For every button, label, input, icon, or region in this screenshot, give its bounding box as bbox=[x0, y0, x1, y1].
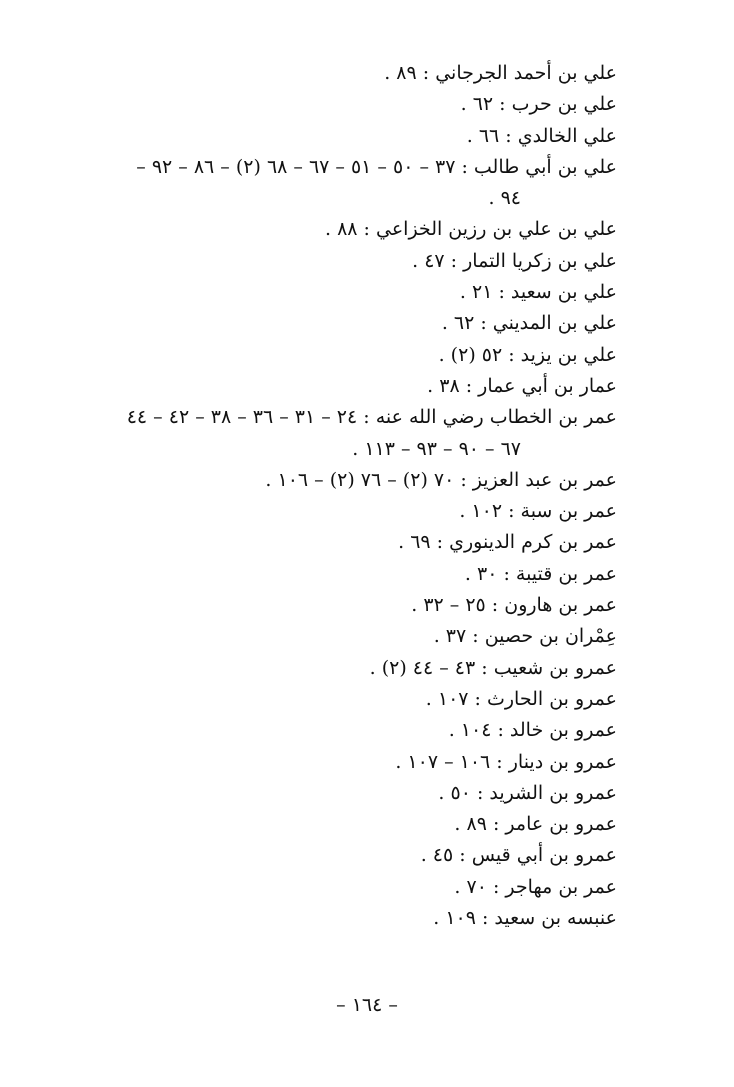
index-entry: عمرو بن الحارث : ١٠٧ . bbox=[425, 687, 617, 710]
page-number: – ١٦٤ – bbox=[336, 994, 398, 1016]
index-entry: عمرو بن دينار : ١٠٦ – ١٠٧ . bbox=[395, 750, 617, 773]
index-entry: عمر بن مهاجر : ٧٠ . bbox=[454, 875, 617, 898]
index-entry: علي بن أحمد الجرجاني : ٨٩ . bbox=[384, 62, 617, 84]
index-entry: عمر بن سبة : ١٠٢ . bbox=[459, 500, 617, 523]
index-entry: علي الخالدي : ٦٦ . bbox=[466, 124, 617, 147]
index-entry: علي بن سعيد : ٢١ . bbox=[459, 281, 617, 304]
index-entry: عمرو بن عامر : ٨٩ . bbox=[454, 813, 617, 836]
index-entry: عمرو بن شعيب : ٤٣ – ٤٤ (٢) . bbox=[369, 656, 617, 679]
index-entry bbox=[97, 402, 617, 465]
index-entry-continuation: ٦٧ – ٩٠ – ٩٣ – ١١٣ . bbox=[352, 437, 521, 460]
index-entry: عمرو بن خالد : ١٠٤ . bbox=[448, 719, 617, 742]
index-entry: علي بن علي بن رزين الخزاعي : ٨٨ . bbox=[325, 218, 617, 241]
index-entry-line: علي بن أبي طالب : ٣٧ – ٥٠ – ٥١ – ٦٧ – ٦٨ (٢) – ٨٦ – ٩٢ – bbox=[136, 155, 617, 178]
index-entry: علي بن زكريا التمار : ٤٧ . bbox=[412, 249, 617, 272]
index-entry: عِمْران بن حصين : ٣٧ . bbox=[433, 625, 617, 648]
index-entry bbox=[97, 152, 617, 215]
index-entry: عمر بن قتيبة : ٣٠ . bbox=[464, 562, 617, 585]
index-entry: عمر بن كرم الدينوري : ٦٩ . bbox=[398, 531, 617, 554]
index-entries bbox=[97, 58, 617, 934]
index-entry: عمر بن هارون : ٢٥ – ٣٢ . bbox=[411, 594, 617, 617]
index-entry: علي بن يزيد : ٥٢ (٢) . bbox=[438, 343, 617, 366]
index-entry-line: عمر بن الخطاب رضي الله عنه : ٢٤ – ٣١ – ٣٦ – ٣٨ – ٤٢ – ٤٤ bbox=[126, 406, 617, 429]
index-entry: علي بن المديني : ٦٢ . bbox=[441, 312, 617, 335]
index-entry-continuation: ٩٤ . bbox=[488, 187, 521, 210]
index-entry: عمر بن عبد العزيز : ٧٠ (٢) – ٧٦ (٢) – ١٠٦ . bbox=[265, 468, 617, 491]
index-entry: عنبسه بن سعيد : ١٠٩ . bbox=[433, 907, 617, 930]
index-entry: عمرو بن أبي قيس : ٤٥ . bbox=[420, 844, 617, 867]
index-entry: علي بن حرب : ٦٢ . bbox=[460, 93, 617, 116]
index-entry: عمرو بن الشريد : ٥٠ . bbox=[438, 781, 617, 804]
index-entry: عمار بن أبي عمار : ٣٨ . bbox=[427, 374, 617, 397]
